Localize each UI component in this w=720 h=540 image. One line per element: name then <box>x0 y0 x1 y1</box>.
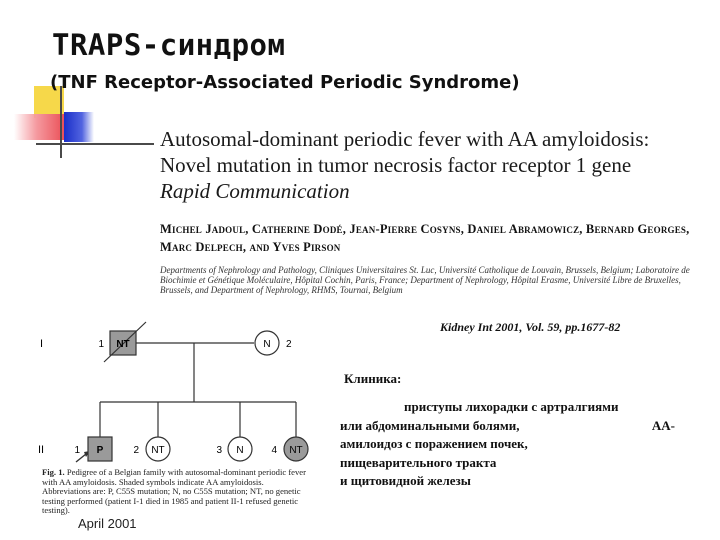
paper-authors: Michel Jadoul, Catherine Dodé, Jean-Pierre Cosyns, Daniel Abramowicz, Bernard Georges, Marc Delpech, and Yves Pirson <box>160 222 690 254</box>
pedigree-label-II-4: NT <box>289 445 303 456</box>
paper-affiliation: Departments of Nephrology and Pathology, Cliniques Universitaires St. Luc, Université Catholique de Louvain, Brussels, Belgium; Laboratoire de Biochimie et Génétique Moléculaire, Hôpital Cochin, Paris, France; Department of Nephrology, Hôpital Erasme, Université Libre de Bruxelles, Brussels, and Department of Nephrology, RHMS, Tournai, Belgium <box>160 265 690 296</box>
paper-title-line-3: Rapid Communication <box>160 179 350 203</box>
pedigree-num-II-1: 1 <box>74 445 80 456</box>
caption-label: Fig. 1. <box>42 467 65 477</box>
footer-date: April 2001 <box>78 516 137 531</box>
paper-citation: Kidney Int 2001, Vol. 59, pp.1677-82 <box>440 320 621 334</box>
clinic-line-2b: АА- <box>651 417 675 433</box>
pedigree-num-II-3: 3 <box>216 445 222 456</box>
slide-title: TRAPS-синдром <box>52 28 286 62</box>
pedigree-caption <box>42 468 312 516</box>
clinic-line-5: и щитовидной железы <box>340 473 471 488</box>
clinic-heading: Клиника: <box>344 371 402 386</box>
clinic-line-3: амилоидоз с поражением почек, <box>340 436 528 451</box>
caption-text: Pedigree of a Belgian family with autosomal-dominant periodic fever with AA amyloidosis. Shaded symbols indicate AA amyloidosis. Abbreviations are: P, C55S mutation; N, no C55S mutation; NT, no genetic testing performed (patient I-1 died in 1985 and patient II-1 refused genetic testing). <box>42 467 306 516</box>
clinic-line-1: приступы лихорадки с артралгиями <box>404 399 619 414</box>
pedigree-num-II-4: 4 <box>271 445 277 456</box>
paper-title-line-1: Autosomal-dominant periodic fever with AA amyloidosis: <box>160 127 650 151</box>
clinic-line-4: пищеварительного тракта <box>340 454 497 470</box>
pedigree-label-II-3: N <box>236 445 244 456</box>
pedigree-label-I-1: NT <box>116 339 130 350</box>
pedigree-num-I-1: 1 <box>98 339 104 350</box>
slide-subtitle: (TNF Receptor-Associated Periodic Syndrome) <box>50 72 520 93</box>
pedigree-num-II-2: 2 <box>133 445 139 456</box>
clinic-line-2 <box>340 417 675 436</box>
clinic-text <box>340 398 678 491</box>
generation-label-II: II <box>38 444 45 456</box>
pedigree-label-II-2: NT <box>151 445 165 456</box>
pedigree-label-I-2: N <box>263 339 271 350</box>
generation-label-I: I <box>40 338 44 350</box>
pedigree-num-I-2: 2 <box>286 339 292 350</box>
paper-title-line-2: Novel mutation in tumor necrosis factor receptor 1 gene <box>160 153 632 177</box>
pedigree-label-II-1: P <box>96 445 104 456</box>
clinic-line-2a: или абдоминальными болями, <box>340 417 520 433</box>
